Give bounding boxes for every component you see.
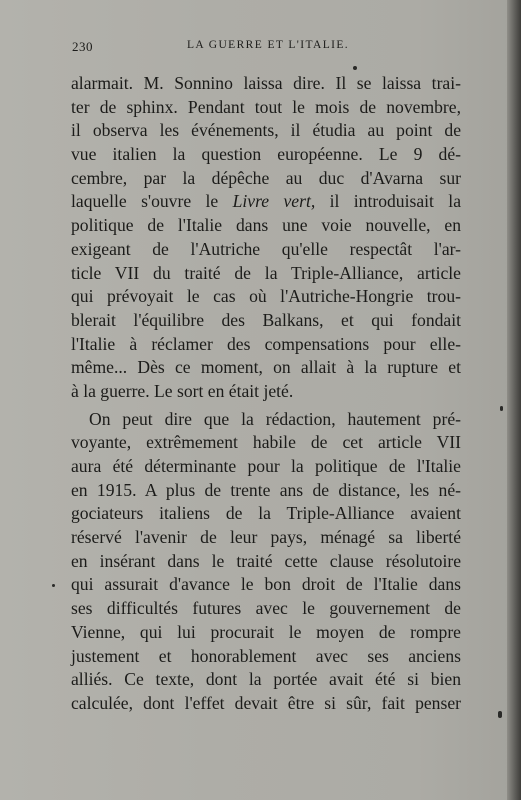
book-title-italic: Livre vert, [232, 191, 316, 212]
text-line: réservé l'avenir de leur pays, ménagé sa liberté [71, 527, 461, 548]
text-line: politique de l'Italie dans une voie nouvelle, en [71, 215, 461, 236]
text-line: même... Dès ce moment, on allait à la rupture et [71, 357, 461, 378]
page-header [72, 39, 462, 57]
text-line: calculée, dont l'effet devait être si sûr, fait penser [71, 692, 461, 713]
paragraph-1 [71, 72, 461, 404]
text-line: Vienne, qui lui procurait le moyen de rompre [71, 621, 461, 642]
print-speck [52, 584, 55, 587]
text-line: cembre, par la dépêche au duc d'Avarna sur [71, 167, 461, 188]
text-line: ter de sphinx. Pendant tout le mois de novembre, [71, 96, 461, 117]
text-line: justement et honorablement avec ses anciens [71, 645, 461, 666]
page-number: 230 [72, 39, 93, 54]
running-head: LA GUERRE ET L'ITALIE. [187, 39, 350, 51]
text-line: qui prévoyait le cas où l'Autriche-Hongrie trou- [71, 286, 461, 307]
text-line: gociateurs italiens de la Triple-Alliance avaient [71, 503, 461, 524]
text-line: aura été déterminante pour la politique de l'Italie [71, 456, 461, 476]
text-line: exigeant de l'Autriche qu'elle respectât l'ar- [71, 238, 461, 259]
print-speck [500, 406, 503, 411]
text-line: alarmait. M. Sonnino laissa dire. Il se laissa trai- [71, 73, 461, 93]
text-line: à la guerre. Le sort en était jeté. [71, 380, 294, 401]
text-line: laquelle s'ouvre le Livre vert, il introduisait la [71, 191, 461, 212]
text-line: voyante, extrêmement habile de cet article VII [71, 432, 461, 453]
print-speck [353, 66, 357, 70]
print-speck [498, 711, 502, 718]
text-line: ticle VII du traité de la Triple-Alliance, article [71, 262, 461, 283]
text-line: il observa les événements, il étudia au point de [71, 120, 461, 141]
text-line: en 1915. A plus de trente ans de distance, les né- [71, 479, 461, 500]
text-line: ses difficultés futures avec le gouvernement de [71, 598, 461, 619]
paragraph-2 [71, 408, 461, 716]
text-line: en insérant dans le traité cette clause résolutoire [71, 550, 461, 571]
text-line: vue italien la question européenne. Le 9 dé- [71, 144, 461, 165]
text-line: On peut dire que la rédaction, hautement pré- [89, 408, 461, 429]
text-line: l'Italie à réclamer des compensations pour elle- [71, 333, 461, 354]
body-text [71, 72, 461, 716]
book-spine-shadow [507, 0, 521, 800]
text-line: blerait l'équilibre des Balkans, et qui fondait [71, 309, 461, 330]
text-line: alliés. Ce texte, dont la portée avait été si bien [71, 669, 461, 690]
text-line: qui assurait d'avance le bon droit de l'Italie dans [71, 574, 461, 595]
